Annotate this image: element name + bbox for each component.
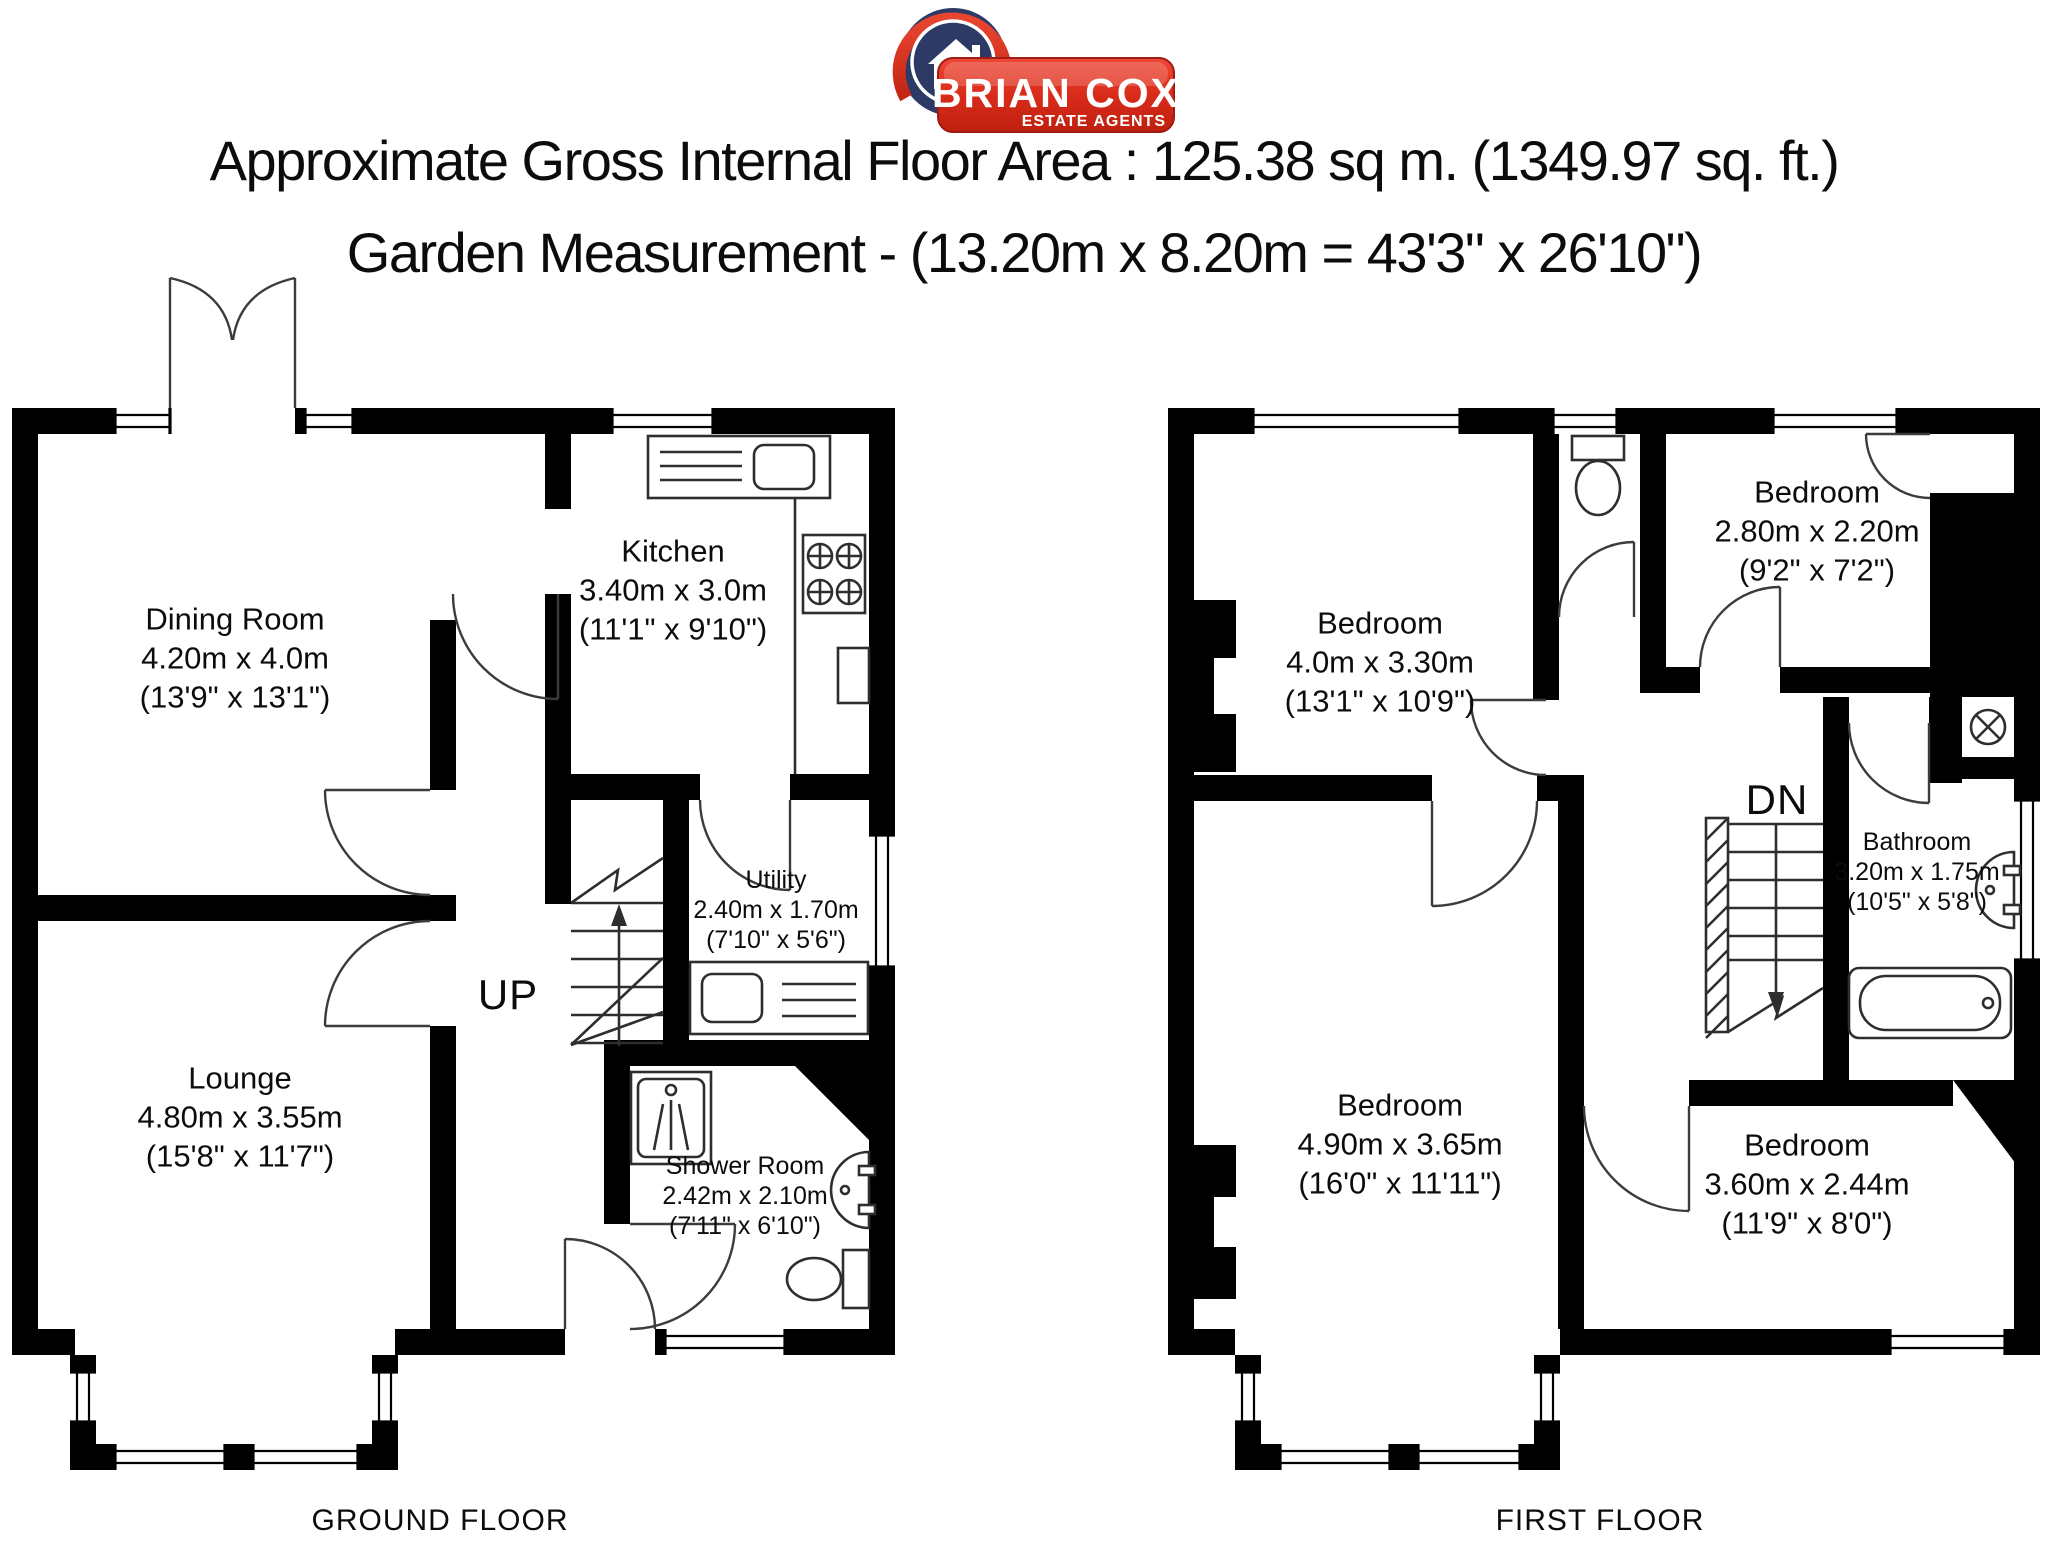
door-dining — [325, 790, 430, 895]
room-label-bedroom1 — [1285, 604, 1476, 721]
room-label-dining — [140, 600, 331, 717]
kitchen-oven — [838, 648, 869, 703]
utility-sink — [690, 962, 868, 1034]
room-name: Bedroom — [1744, 1127, 1870, 1163]
room-label-bedroom3 — [1297, 1086, 1502, 1203]
room-size-metric: 4.20m x 4.0m — [141, 640, 329, 676]
room-label-utility — [693, 865, 858, 955]
stairs-up — [571, 858, 663, 1046]
door-lounge — [325, 921, 430, 1026]
ground-floor-caption: GROUND FLOOR — [311, 1504, 569, 1537]
shower-room-basin — [831, 1152, 875, 1228]
garden-measurement-subtitle: Garden Measurement - (13.20m x 8.20m = 43'3" x 26'10") — [346, 221, 1702, 284]
room-label-shower-room — [662, 1151, 827, 1241]
room-size-imperial: (13'9" x 13'1") — [139, 679, 331, 715]
room-label-bathroom — [1834, 827, 1999, 917]
stairs-up-label: UP — [477, 971, 539, 1018]
door-bedroom3 — [1432, 801, 1537, 906]
door-kitchen — [453, 594, 558, 699]
bathtub — [1849, 968, 2011, 1038]
room-label-bedroom4 — [1704, 1126, 1909, 1243]
room-size-imperial: (7'10" x 5'6") — [706, 926, 846, 954]
brand-name: BRIAN COX — [931, 70, 1181, 116]
room-name: Kitchen — [621, 533, 725, 569]
door-wc — [1559, 542, 1634, 617]
room-name: Bathroom — [1862, 828, 1972, 856]
floor-area-title: Approximate Gross Internal Floor Area : 125.38 sq m. (1349.97 sq. ft.) — [209, 129, 1839, 192]
stairs-down-label: DN — [1745, 776, 1809, 823]
room-size-metric: 4.80m x 3.55m — [137, 1099, 343, 1135]
shower-room-toilet — [787, 1250, 869, 1308]
room-label-lounge — [137, 1059, 342, 1176]
room-name: Lounge — [188, 1060, 292, 1096]
brand-tagline: ESTATE AGENTS — [1021, 113, 1166, 130]
room-name: Bedroom — [1754, 474, 1880, 510]
first-floor-caption: FIRST FLOOR — [1495, 1504, 1705, 1537]
room-name: Shower Room — [665, 1152, 825, 1180]
room-size-imperial: (11'9" x 8'0") — [1721, 1205, 1893, 1241]
room-size-imperial: (13'1" x 10'9") — [1284, 683, 1476, 719]
room-size-metric: 3.40m x 3.0m — [579, 572, 767, 608]
room-name: Bedroom — [1317, 605, 1443, 641]
room-size-imperial: (10'5" x 5'8") — [1847, 888, 1987, 916]
room-name: Utility — [745, 866, 807, 894]
room-size-imperial: (9'2" x 7'2") — [1738, 552, 1896, 588]
room-name: Bedroom — [1337, 1087, 1463, 1123]
door-bathroom — [1849, 723, 1929, 803]
extractor-fan-icon — [1971, 710, 2005, 744]
room-size-metric: 3.60m x 2.44m — [1704, 1166, 1910, 1202]
room-size-imperial: (15'8" x 11'7") — [145, 1138, 335, 1174]
room-size-metric: 2.80m x 2.20m — [1714, 513, 1920, 549]
door-bedroom2 — [1700, 587, 1780, 667]
room-size-metric: 4.0m x 3.30m — [1286, 644, 1474, 680]
room-size-imperial: (11'1" x 9'10") — [578, 611, 768, 647]
kitchen-sink — [648, 436, 830, 498]
room-size-metric: 2.42m x 2.10m — [662, 1182, 828, 1210]
room-size-imperial: (7'11" x 6'10") — [669, 1212, 821, 1240]
room-size-metric: 4.90m x 3.65m — [1297, 1126, 1503, 1162]
kitchen-hob — [803, 535, 865, 613]
room-size-metric: 3.20m x 1.75m — [1834, 858, 2000, 886]
room-label-bedroom2 — [1714, 473, 1919, 590]
room-size-metric: 2.40m x 1.70m — [693, 896, 859, 924]
room-label-kitchen — [579, 532, 767, 649]
wc-toilet — [1572, 436, 1624, 515]
door-bedroom4 — [1584, 1106, 1689, 1211]
room-size-imperial: (16'0" x 11'11") — [1298, 1165, 1502, 1201]
room-name: Dining Room — [145, 601, 325, 637]
french-doors — [170, 278, 295, 408]
